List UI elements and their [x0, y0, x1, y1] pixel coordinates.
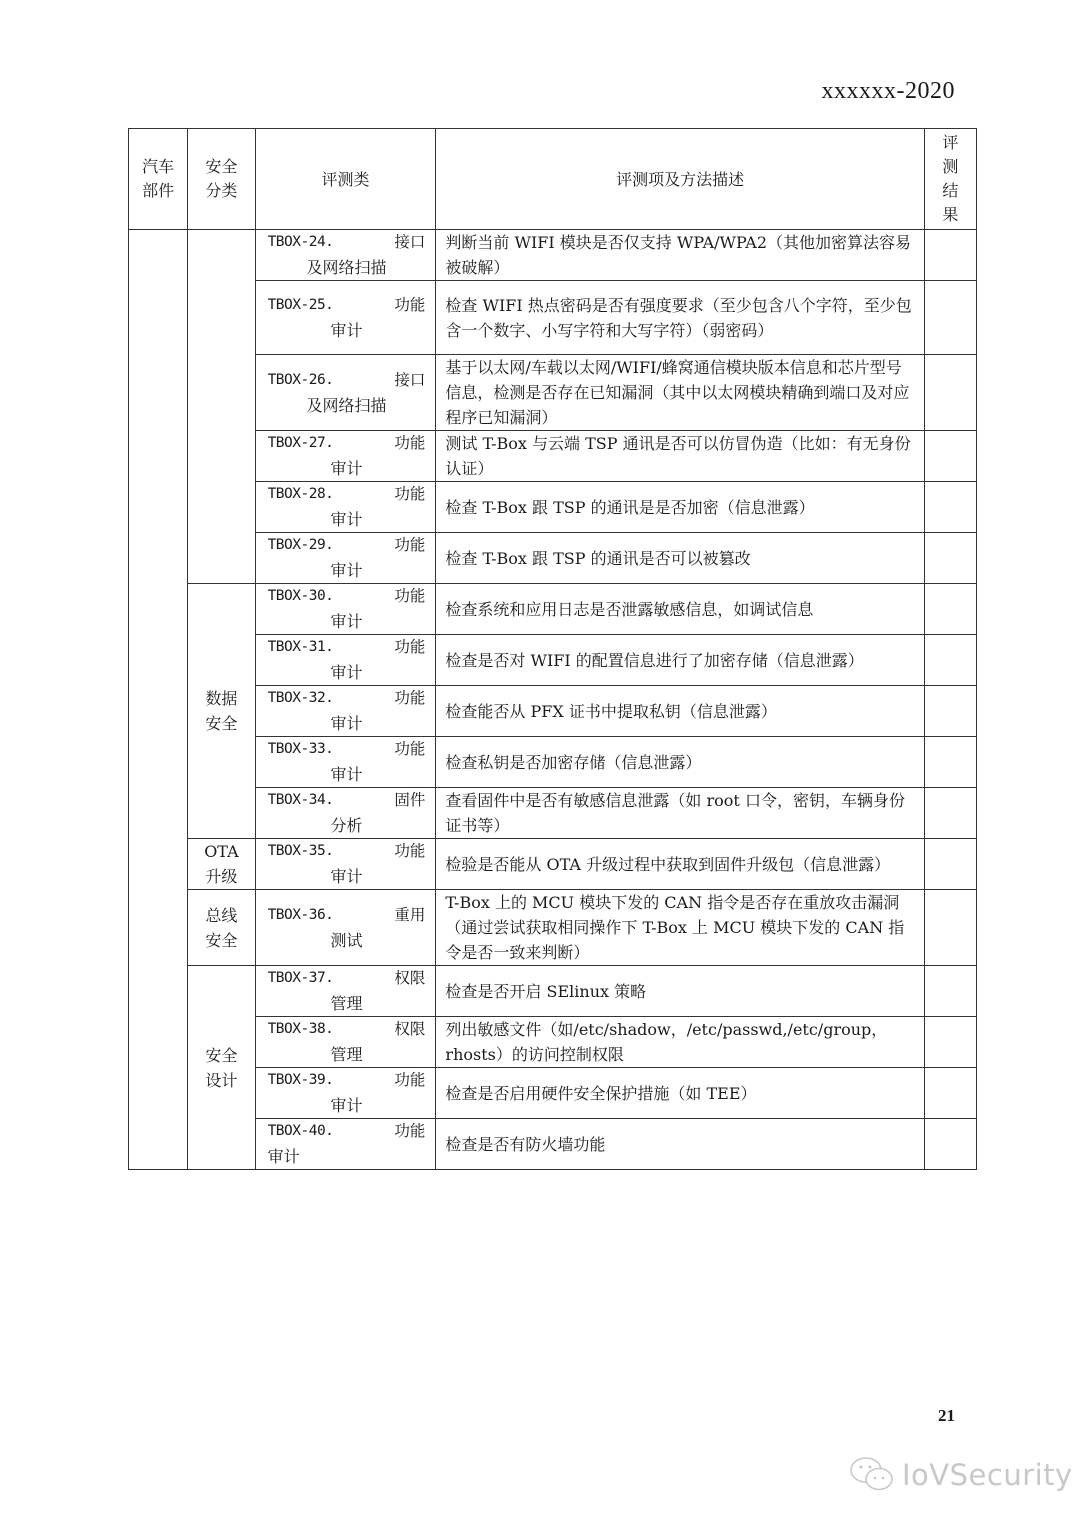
table-row [129, 230, 977, 281]
result-cell[interactable] [924, 533, 976, 584]
evaluation-class-cell: TBOX-32. 功能 审计 [255, 686, 436, 737]
evaluation-class-cell: TBOX-25. 功能 审计 [255, 281, 436, 355]
evaluation-class-cell: TBOX-38. 权限 管理 [255, 1017, 436, 1068]
evaluation-class-cell: TBOX-35. 功能 审计 [255, 839, 436, 890]
description-cell: 测试 T-Box 与云端 TSP 通讯是否可以仿冒伪造（比如：有无身份认证） [436, 431, 924, 482]
result-cell[interactable] [924, 1068, 976, 1119]
result-cell[interactable] [924, 584, 976, 635]
result-cell[interactable] [924, 230, 976, 281]
result-cell[interactable] [924, 355, 976, 431]
table-row [129, 584, 977, 635]
car-part-cell [129, 230, 188, 1170]
description-cell: 基于以太网/车载以太网/WIFI/蜂窝通信模块版本信息和芯片型号信息，检测是否存在已知漏洞（其中以太网模块精确到端口及对应程序已知漏洞） [436, 355, 924, 431]
evaluation-class-cell: TBOX-28. 功能 审计 [255, 482, 436, 533]
description-cell: 列出敏感文件（如/etc/shadow，/etc/passwd,/etc/group，rhosts）的访问控制权限 [436, 1017, 924, 1068]
table-row [129, 355, 977, 431]
result-cell[interactable] [924, 431, 976, 482]
header-evaluation-class: 评测类 [255, 129, 436, 230]
description-cell: 检查私钥是否加密存储（信息泄露） [436, 737, 924, 788]
result-cell[interactable] [924, 281, 976, 355]
header-security-category: 安全 分类 [188, 129, 255, 230]
table-row [129, 966, 977, 1017]
description-cell: 检查是否有防火墙功能 [436, 1119, 924, 1170]
evaluation-class-cell: TBOX-40. 功能 审计 [255, 1119, 436, 1170]
watermark-text: IoVSecurity [902, 1458, 1073, 1492]
evaluation-table [128, 128, 977, 1170]
evaluation-class-cell: TBOX-24. 接口 及网络扫描 [255, 230, 436, 281]
table-row [129, 686, 977, 737]
result-cell[interactable] [924, 966, 976, 1017]
result-cell[interactable] [924, 482, 976, 533]
result-cell[interactable] [924, 737, 976, 788]
category-cell-data-security: 数据 安全 [188, 584, 255, 839]
description-cell: 检查 T-Box 跟 TSP 的通讯是是否加密（信息泄露） [436, 482, 924, 533]
description-cell: 检查系统和应用日志是否泄露敏感信息，如调试信息 [436, 584, 924, 635]
category-cell-security-design: 安全 设计 [188, 966, 255, 1170]
description-cell: 检查能否从 PFX 证书中提取私钥（信息泄露） [436, 686, 924, 737]
table-row [129, 482, 977, 533]
header-description: 评测项及方法描述 [436, 129, 924, 230]
table-row [129, 635, 977, 686]
category-cell-bus-security: 总线 安全 [188, 890, 255, 966]
description-cell: 判断当前 WIFI 模块是否仅支持 WPA/WPA2（其他加密算法容易被破解） [436, 230, 924, 281]
table-row [129, 890, 977, 966]
evaluation-class-cell: TBOX-37. 权限 管理 [255, 966, 436, 1017]
evaluation-class-cell: TBOX-34. 固件 分析 [255, 788, 436, 839]
description-cell: 检查 T-Box 跟 TSP 的通讯是否可以被篡改 [436, 533, 924, 584]
evaluation-class-cell: TBOX-30. 功能 审计 [255, 584, 436, 635]
page-number: 21 [938, 1406, 955, 1425]
table-row [129, 737, 977, 788]
evaluation-class-cell: TBOX-26. 接口 及网络扫描 [255, 355, 436, 431]
category-cell-ota-upgrade: OTA 升级 [188, 839, 255, 890]
description-cell: 检验是否能从 OTA 升级过程中获取到固件升级包（信息泄露） [436, 839, 924, 890]
table-row [129, 533, 977, 584]
table-row [129, 839, 977, 890]
table-row [129, 431, 977, 482]
table-header-row [129, 129, 977, 230]
result-cell[interactable] [924, 686, 976, 737]
evaluation-class-cell: TBOX-31. 功能 审计 [255, 635, 436, 686]
document-code: xxxxxx-2020 [821, 78, 955, 104]
result-cell[interactable] [924, 839, 976, 890]
description-cell: 检查是否开启 SElinux 策略 [436, 966, 924, 1017]
watermark [848, 1455, 1073, 1495]
description-cell: 检查是否启用硬件安全保护措施（如 TEE） [436, 1068, 924, 1119]
header-car-part: 汽车 部件 [129, 129, 188, 230]
header-result: 评 测 结 果 [924, 129, 976, 230]
description-cell: 检查 WIFI 热点密码是否有强度要求（至少包含八个字符，至少包含一个数字、小写字符和大写字符）（弱密码） [436, 281, 924, 355]
result-cell[interactable] [924, 1017, 976, 1068]
table-row [129, 281, 977, 355]
category-cell-blank [188, 230, 255, 584]
result-cell[interactable] [924, 1119, 976, 1170]
evaluation-class-cell: TBOX-39. 功能 审计 [255, 1068, 436, 1119]
result-cell[interactable] [924, 788, 976, 839]
evaluation-class-cell: TBOX-29. 功能 审计 [255, 533, 436, 584]
wechat-icon [848, 1455, 896, 1495]
description-cell: T-Box 上的 MCU 模块下发的 CAN 指令是否存在重放攻击漏洞（通过尝试获取相同操作下 T-Box 上 MCU 模块下发的 CAN 指令是否一致来判断） [436, 890, 924, 966]
table-row [129, 788, 977, 839]
table-row [129, 1119, 977, 1170]
description-cell: 检查是否对 WIFI 的配置信息进行了加密存储（信息泄露） [436, 635, 924, 686]
evaluation-class-cell: TBOX-27. 功能 审计 [255, 431, 436, 482]
result-cell[interactable] [924, 890, 976, 966]
evaluation-class-cell: TBOX-36. 重用 测试 [255, 890, 436, 966]
table-row [129, 1017, 977, 1068]
table-row [129, 1068, 977, 1119]
evaluation-class-cell: TBOX-33. 功能 审计 [255, 737, 436, 788]
result-cell[interactable] [924, 635, 976, 686]
description-cell: 查看固件中是否有敏感信息泄露（如 root 口令，密钥，车辆身份证书等） [436, 788, 924, 839]
